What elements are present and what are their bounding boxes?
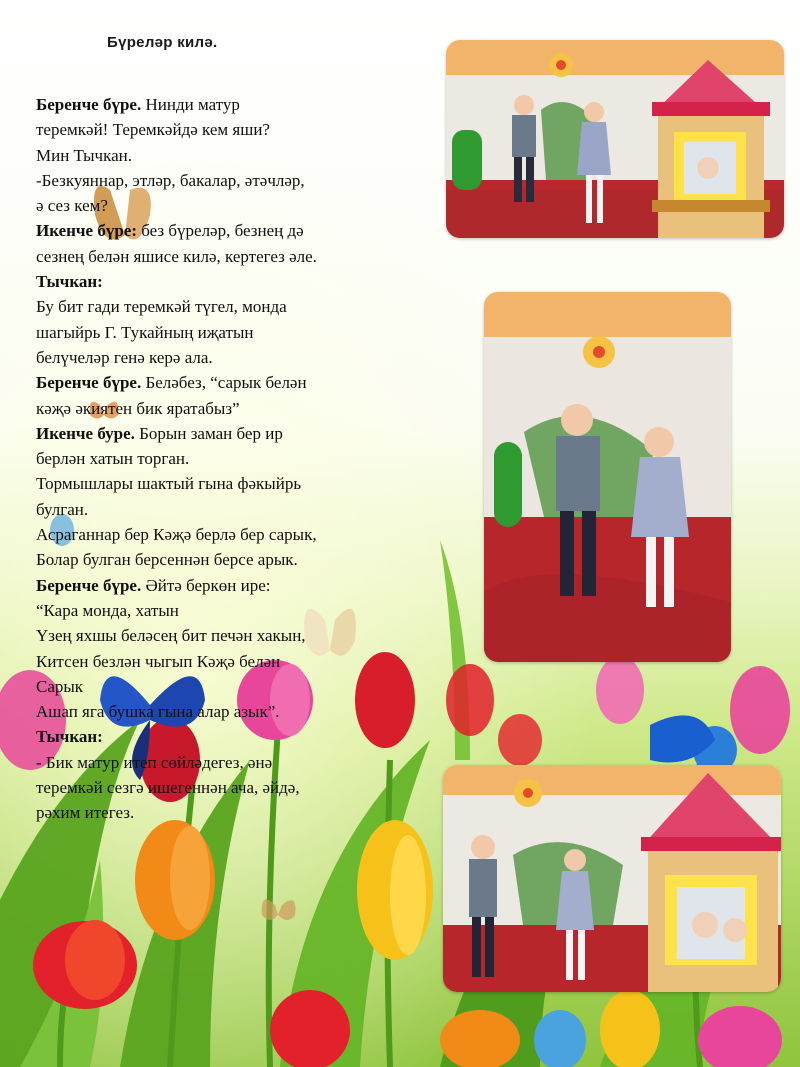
line-text: белүчеләр генә керә ала. [36, 347, 213, 367]
line-text: Тормышлары шактый гына фәкыйрь [36, 474, 302, 494]
speaker-name: Икенче буре. [36, 423, 135, 443]
line-text: Ашап яга бушка гына алар азык”. [36, 702, 280, 722]
line-text: Болар булган берсеннән берсе арык. [36, 550, 298, 570]
line-text: шагыйрь Г. Тукайның иҗатын [36, 322, 254, 342]
line-text: без бүреләр, безнең дә [136, 221, 304, 241]
dialogue-line [36, 92, 436, 117]
line-text: Нинди матур [141, 95, 240, 114]
line-text: “Кара монда, хатын [36, 600, 179, 620]
speaker-name: Беренче бүре. [36, 373, 142, 393]
dialogue-line [36, 699, 436, 724]
line-text: ә сез кем? [36, 196, 108, 216]
line-text: Сарык [36, 676, 84, 696]
speaker-name: Икенче бүре: [36, 221, 137, 241]
dialogue-line [36, 117, 436, 142]
dialogue-line [36, 775, 436, 800]
dialogue-line [36, 674, 436, 699]
line-text: теремкәй! Теремкәйдә кем яши? [36, 120, 270, 140]
photo-teremok-window [443, 765, 781, 992]
dialogue-line [36, 573, 436, 598]
dialogue-line [36, 345, 436, 370]
dialogue-line [36, 168, 436, 193]
dialogue-line [36, 294, 436, 319]
line-text: Мин Тычкан. [36, 145, 132, 165]
dialogue-line [36, 446, 436, 471]
line-text: кәҗә әкиятен бик яратабыз” [36, 398, 240, 418]
speaker-name: Беренче бүре. [36, 95, 142, 114]
dialogue-line [36, 269, 436, 294]
dialogue-line [36, 649, 436, 674]
dialogue-line [36, 497, 436, 522]
line-text: Үзең яхшы беләсең бит печән хакын, [36, 626, 306, 646]
dialogue-line [36, 193, 436, 218]
speaker-name: Тычкан: [36, 272, 103, 292]
dialogue-line [36, 370, 436, 395]
dialogue-line [36, 724, 436, 749]
dialogue-line [36, 471, 436, 496]
line-text: Китсен безлән чыгып Кәҗә белән [36, 651, 281, 671]
photo-children-teremok [446, 40, 784, 238]
photo-children-performing [484, 292, 731, 662]
dialogue-line [36, 750, 436, 775]
dialogue-line [36, 396, 436, 421]
dialogue-text [36, 92, 436, 826]
line-text: Борын заман бер ир [134, 423, 283, 443]
dialogue-line [36, 623, 436, 648]
page-title: Бүреләр килә. [107, 34, 218, 51]
dialogue-line [36, 800, 436, 825]
dialogue-line [36, 522, 436, 547]
dialogue-line [36, 320, 436, 345]
line-text: берлән хатын торган. [36, 449, 190, 469]
speaker-name: Тычкан: [36, 727, 103, 747]
line-text: -Безкуяннар, этләр, бакалар, әтәчләр, [36, 170, 305, 190]
dialogue-line [36, 244, 436, 269]
dialogue-line [36, 598, 436, 623]
line-text: сезнең белән яшисе килә, кертегез әле. [36, 246, 317, 266]
line-text: Асраганнар бер Кәҗә берлә бер сарык, [36, 525, 317, 545]
dialogue-line [36, 547, 436, 572]
dialogue-line [36, 143, 436, 168]
dialogue-line [36, 218, 436, 243]
line-text: теремкәй сезгә ишегеннән ача, әйдә, [36, 778, 300, 798]
line-text: - Бик матур итеп сөйләдегез, әнә [36, 752, 273, 772]
line-text: Әйтә беркөн ире: [141, 575, 271, 595]
line-text: рәхим итегез. [36, 803, 135, 823]
line-text: Бу бит гади теремкәй түгел, монда [36, 297, 287, 317]
line-text: булган. [36, 499, 89, 519]
dialogue-line [36, 421, 436, 446]
line-text: Беләбез, “сарык белән [141, 373, 307, 393]
speaker-name: Беренче бүре. [36, 575, 142, 595]
